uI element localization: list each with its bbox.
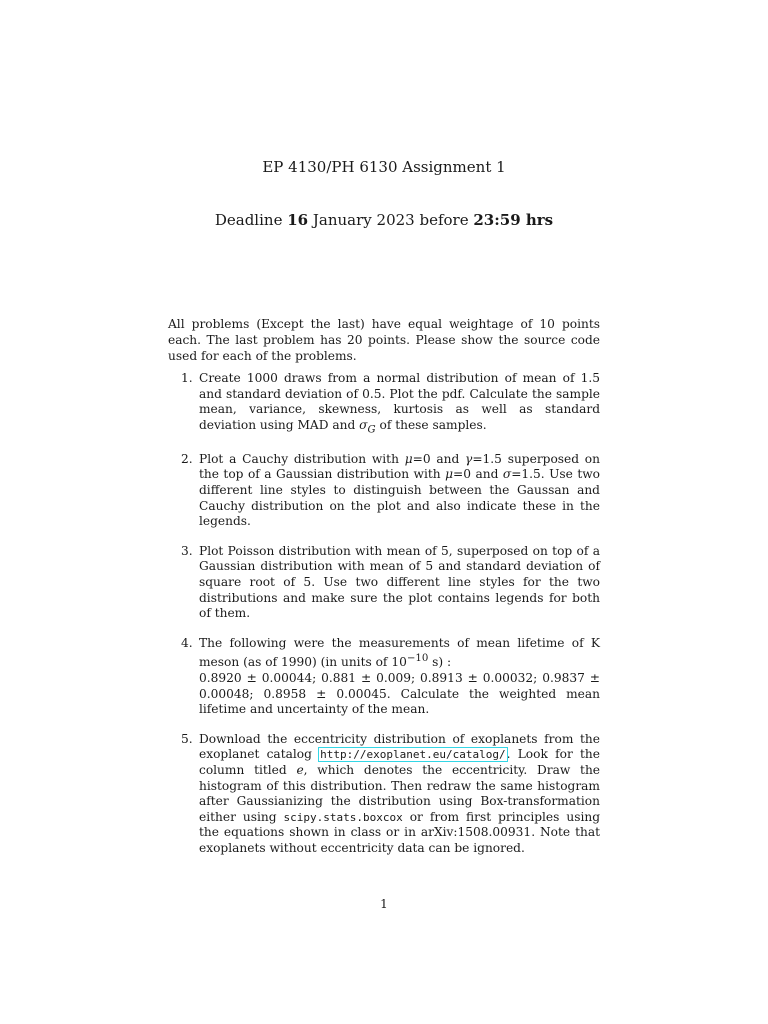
- problem-text: Create 1000 draws from a normal distribution of mean of 1.5 and standard deviation of 0.5. Plot the pdf. Calculate the sample mean, variance, skewness, kurtosis as well as standard deviation using MAD and: [199, 371, 600, 432]
- problem-text: Calculate the weighted mean lifetime and uncertainty of the mean.: [199, 686, 600, 717]
- problem-text: =1.5 superposed on the top of a Gaussian distribution with: [199, 451, 600, 482]
- code-snippet: scipy.stats.boxcox: [283, 810, 403, 824]
- problem-2: [168, 452, 600, 530]
- problem-number: 2.: [181, 451, 193, 466]
- deadline-prefix: Deadline: [214, 211, 283, 229]
- deadline-month-year: January 2023 before: [312, 211, 469, 229]
- problem-1: [168, 371, 600, 438]
- deadline-line: [0, 211, 768, 229]
- deadline-time: 23:59 hrs: [473, 211, 554, 229]
- exponent: −10: [406, 653, 429, 665]
- problem-list: [168, 371, 600, 871]
- problem-number: 1.: [181, 371, 193, 385]
- problem-text: or from first principles using the equations shown in class or in arXiv:1508.00931. Note that exoplanets without eccentricity data can be ignored.: [199, 809, 601, 855]
- deadline-day: 16: [287, 211, 309, 229]
- problem-text: =0 and: [453, 467, 499, 482]
- measurement-list: 0.8920 ± 0.00044; 0.881 ± 0.009; 0.8913 ± 0.00032; 0.9837 ± 0.00048; 0.8958 ± 0.00045.: [199, 671, 600, 701]
- problem-5: [168, 732, 600, 857]
- mu-symbol: μ: [445, 467, 454, 482]
- problem-text: Plot a Cauchy distribution with: [199, 451, 399, 466]
- page-title: EP 4130/PH 6130 Assignment 1: [262, 158, 506, 176]
- problem-text: =1.5. Use two different line styles to distinguish between the Gaussan and Cauchy distribution on the plot and also indicate these in the legends.: [199, 467, 601, 529]
- sigma-symbol: σ: [359, 417, 368, 432]
- problem-text: , which denotes the eccentricity. Draw the histogram of this distribution. Then redraw the same histogram after Gaussianizing the distribution using Box-transformation either using: [199, 762, 601, 824]
- problem-4: [168, 636, 600, 718]
- problem-text: =0 and: [412, 451, 460, 466]
- sigma-symbol: σ: [502, 467, 512, 482]
- exoplanet-catalog-link[interactable]: http://exoplanet.eu/catalog/: [320, 748, 506, 762]
- problem-text: The following were the measurements of mean lifetime of K meson (as of 1990) (in units of 10: [199, 635, 600, 670]
- problem-text: . Look for the column titled: [199, 747, 600, 777]
- problem-text: s) :: [432, 655, 452, 670]
- mu-symbol: μ: [404, 451, 413, 466]
- intro-paragraph: All problems (Except the last) have equal weightage of 10 points each. The last problem has 20 points. Please show the source code used for each of the problems.: [168, 317, 600, 363]
- problem-3: [168, 544, 600, 622]
- gamma-symbol: γ: [465, 451, 473, 466]
- problem-text: Download the eccentricity distribution of exoplanets from the exoplanet catalog: [199, 731, 600, 762]
- problem-text: Plot Poisson distribution with mean of 5, superposed on top of a Gaussian distribution with mean of 5 and standard deviation of square root of 5. Use two different line styles for the two distributions and make sure the plot contains legends for both of them.: [199, 543, 600, 621]
- subscript-g: G: [367, 424, 376, 436]
- problem-number: 4.: [181, 635, 193, 650]
- problem-text: of these samples.: [379, 417, 487, 432]
- problem-number: 3.: [181, 543, 193, 558]
- e-symbol: e: [296, 762, 304, 777]
- problem-number: 5.: [181, 731, 193, 746]
- page-number: 1: [380, 897, 388, 911]
